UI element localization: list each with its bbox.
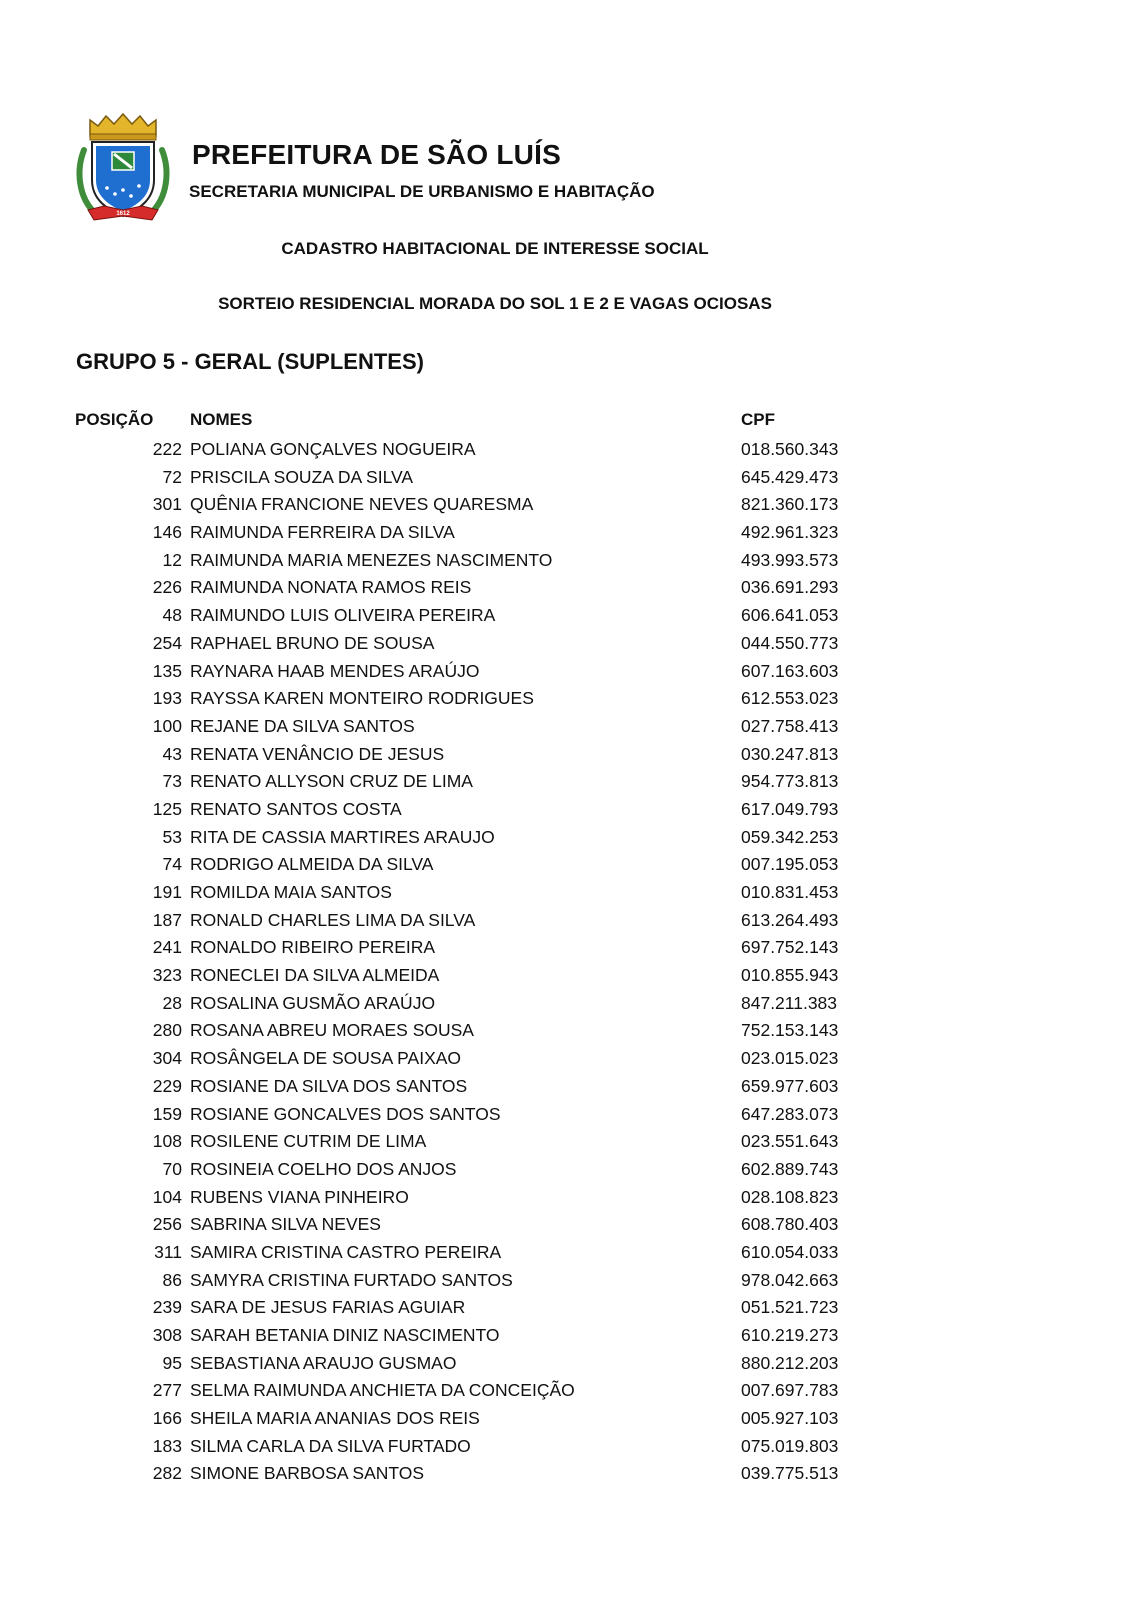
row-cpf: 005.927.103: [741, 1408, 839, 1429]
row-cpf: 036.691.293: [741, 577, 839, 598]
row-name: ROSIANE DA SILVA DOS SANTOS: [190, 1075, 468, 1096]
row-position: 166: [152, 1408, 182, 1429]
table-row: [0, 1101, 1131, 1129]
row-position: 146: [152, 522, 182, 543]
table-row: [0, 907, 1131, 935]
table-row: [0, 1405, 1131, 1433]
row-position: 86: [162, 1269, 182, 1290]
table-row: [0, 519, 1131, 547]
table-row: [0, 1433, 1131, 1461]
row-position: 95: [162, 1352, 182, 1373]
row-name: ROSILENE CUTRIM DE LIMA: [190, 1131, 427, 1152]
row-cpf: 954.773.813: [741, 771, 839, 792]
row-position: 12: [162, 549, 182, 570]
table-row: [0, 630, 1131, 658]
row-cpf: 645.429.473: [741, 466, 839, 487]
table-row: [0, 1211, 1131, 1239]
row-name: RAYSSA KAREN MONTEIRO RODRIGUES: [190, 688, 534, 709]
row-cpf: 039.775.513: [741, 1463, 839, 1484]
row-name: SEBASTIANA ARAUJO GUSMAO: [190, 1352, 457, 1373]
row-position: 241: [152, 937, 182, 958]
table-row: [0, 1156, 1131, 1184]
row-position: 229: [152, 1075, 182, 1096]
row-cpf: 023.551.643: [741, 1131, 839, 1152]
row-name: RAYNARA HAAB MENDES ARAÚJO: [190, 660, 480, 681]
row-name: SAMYRA CRISTINA FURTADO SANTOS: [190, 1269, 513, 1290]
row-position: 43: [162, 743, 182, 764]
row-name: SAMIRA CRISTINA CASTRO PEREIRA: [190, 1241, 502, 1262]
row-cpf: 059.342.253: [741, 826, 839, 847]
column-header-position: POSIÇÃO: [75, 410, 154, 429]
row-cpf: 010.831.453: [741, 882, 839, 902]
crown: [90, 114, 156, 136]
column-header-cpf: CPF: [741, 410, 775, 429]
row-name: SARAH BETANIA DINIZ NASCIMENTO: [190, 1325, 500, 1345]
row-cpf: 051.521.723: [741, 1297, 839, 1318]
row-cpf: 610.219.273: [741, 1325, 839, 1345]
table-row: [0, 1073, 1131, 1101]
table-row: [0, 436, 1131, 464]
table-row: [0, 1128, 1131, 1156]
row-name: SABRINA SILVA NEVES: [190, 1214, 381, 1235]
row-name: RAIMUNDA FERREIRA DA SILVA: [190, 522, 455, 543]
row-cpf: 044.550.773: [741, 632, 839, 653]
row-name: PRISCILA SOUZA DA SILVA: [190, 466, 414, 487]
row-cpf: 007.697.783: [741, 1380, 839, 1401]
row-cpf: 607.163.603: [741, 660, 839, 681]
heading-sorteio: SORTEIO RESIDENCIAL MORADA DO SOL 1 E 2 E VAGAS OCIOSAS: [218, 294, 772, 313]
row-position: 104: [152, 1186, 182, 1207]
row-name: SILMA CARLA DA SILVA FURTADO: [190, 1435, 471, 1456]
row-cpf: 613.264.493: [741, 909, 839, 930]
row-position: 135: [152, 660, 182, 681]
page-title: PREFEITURA DE SÃO LUÍS: [192, 139, 561, 170]
table-row: [0, 879, 1131, 907]
table-row: [0, 1294, 1131, 1322]
row-name: ROMILDA MAIA SANTOS: [190, 882, 392, 902]
row-cpf: 492.961.323: [741, 522, 839, 543]
row-position: 100: [152, 715, 182, 736]
table-row: [0, 1267, 1131, 1295]
table-row: [0, 851, 1131, 879]
row-name: RAPHAEL BRUNO DE SOUSA: [190, 632, 435, 653]
row-name: RENATA VENÂNCIO DE JESUS: [190, 743, 445, 764]
row-cpf: 880.212.203: [741, 1352, 839, 1373]
row-position: 226: [152, 577, 182, 598]
table-row: [0, 1017, 1131, 1045]
row-name: ROSIANE GONCALVES DOS SANTOS: [190, 1103, 501, 1124]
row-position: 193: [152, 688, 182, 709]
table-row: [0, 1322, 1131, 1350]
row-name: SELMA RAIMUNDA ANCHIETA DA CONCEIÇÃO: [190, 1380, 575, 1401]
row-cpf: 010.855.943: [741, 965, 839, 986]
row-name: RENATO SANTOS COSTA: [190, 798, 402, 819]
row-position: 53: [162, 826, 182, 847]
row-position: 72: [162, 466, 182, 487]
row-position: 183: [152, 1435, 182, 1456]
page-subtitle: SECRETARIA MUNICIPAL DE URBANISMO E HABITAÇÃO: [189, 182, 655, 201]
row-cpf: 697.752.143: [741, 937, 839, 958]
row-position: 323: [152, 965, 182, 986]
row-position: 304: [152, 1048, 182, 1069]
row-position: 239: [152, 1297, 182, 1318]
row-cpf: 612.553.023: [741, 688, 839, 709]
table-row: [0, 990, 1131, 1018]
group-title: GRUPO 5 - GERAL (SUPLENTES): [76, 349, 424, 374]
row-position: 301: [152, 494, 182, 515]
row-position: 187: [152, 909, 182, 930]
row-cpf: 007.195.053: [741, 854, 839, 875]
row-name: RAIMUNDA MARIA MENEZES NASCIMENTO: [190, 549, 553, 570]
table-row: [0, 1184, 1131, 1212]
row-cpf: 493.993.573: [741, 549, 839, 570]
row-cpf: 821.360.173: [741, 494, 839, 515]
heading-cadastro: CADASTRO HABITACIONAL DE INTERESSE SOCIAL: [281, 239, 709, 258]
row-name: ROSÂNGELA DE SOUSA PAIXAO: [190, 1048, 462, 1069]
crown-band: [90, 134, 156, 140]
table-row: [0, 574, 1131, 602]
table-row: [0, 547, 1131, 575]
row-cpf: 978.042.663: [741, 1269, 839, 1290]
row-cpf: 602.889.743: [741, 1158, 839, 1179]
coat-of-arms-logo: [74, 110, 172, 230]
row-position: 70: [162, 1158, 182, 1179]
row-position: 222: [152, 439, 182, 459]
row-position: 311: [154, 1241, 182, 1262]
row-name: SIMONE BARBOSA SANTOS: [190, 1463, 425, 1484]
table-row: [0, 658, 1131, 686]
row-position: 254: [152, 632, 182, 653]
row-position: 159: [152, 1103, 182, 1124]
row-cpf: 647.283.073: [741, 1103, 839, 1124]
table-row: [0, 1377, 1131, 1405]
row-position: 282: [152, 1463, 182, 1484]
table-header: [0, 410, 1131, 434]
row-name: RAIMUNDA NONATA RAMOS REIS: [190, 577, 472, 598]
table-row: [0, 934, 1131, 962]
table-row: [0, 796, 1131, 824]
row-name: RENATO ALLYSON CRUZ DE LIMA: [190, 771, 473, 792]
row-cpf: 030.247.813: [741, 743, 839, 764]
row-name: RITA DE CASSIA MARTIRES ARAUJO: [190, 826, 495, 847]
row-position: 280: [152, 1020, 182, 1041]
row-name: RAIMUNDO LUIS OLIVEIRA PEREIRA: [190, 605, 496, 626]
row-cpf: 075.019.803: [741, 1435, 839, 1456]
table-row: [0, 824, 1131, 852]
row-cpf: 752.153.143: [741, 1020, 839, 1041]
row-name: POLIANA GONÇALVES NOGUEIRA: [190, 439, 476, 459]
row-name: RONALDO RIBEIRO PEREIRA: [190, 937, 436, 958]
row-position: 308: [152, 1325, 182, 1345]
row-position: 125: [152, 798, 182, 819]
row-name: SHEILA MARIA ANANIAS DOS REIS: [190, 1408, 480, 1429]
row-cpf: 606.641.053: [741, 605, 839, 626]
row-cpf: 659.977.603: [741, 1075, 839, 1096]
row-position: 277: [152, 1380, 182, 1401]
table-row: [0, 1460, 1131, 1488]
row-position: 256: [152, 1214, 182, 1235]
column-header-name: NOMES: [190, 410, 253, 429]
row-cpf: 610.054.033: [741, 1241, 839, 1262]
row-name: RODRIGO ALMEIDA DA SILVA: [190, 854, 434, 875]
table-body: [0, 436, 1131, 1488]
row-position: 48: [162, 605, 182, 626]
table-row: [0, 713, 1131, 741]
row-name: RONECLEI DA SILVA ALMEIDA: [190, 965, 440, 986]
table-row: [0, 768, 1131, 796]
row-cpf: 617.049.793: [741, 798, 839, 819]
row-name: SARA DE JESUS FARIAS AGUIAR: [190, 1297, 466, 1318]
row-cpf: 028.108.823: [741, 1186, 839, 1207]
row-name: ROSINEIA COELHO DOS ANJOS: [190, 1158, 457, 1179]
row-position: 74: [162, 854, 182, 875]
row-cpf: 847.211.383: [741, 992, 838, 1013]
row-name: ROSANA ABREU MORAES SOUSA: [190, 1020, 474, 1041]
table-row: [0, 1350, 1131, 1378]
table-row: [0, 962, 1131, 990]
table-row: [0, 1239, 1131, 1267]
row-position: 108: [152, 1131, 182, 1152]
table-row: [0, 685, 1131, 713]
row-name: ROSALINA GUSMÃO ARAÚJO: [190, 992, 436, 1013]
table-row: [0, 464, 1131, 492]
row-cpf: 027.758.413: [741, 715, 839, 736]
row-name: RUBENS VIANA PINHEIRO: [190, 1186, 409, 1207]
row-cpf: 018.560.343: [741, 439, 839, 459]
row-position: 191: [152, 882, 182, 902]
ribbon-year: 1612: [116, 211, 130, 217]
row-name: REJANE DA SILVA SANTOS: [190, 715, 415, 736]
row-cpf: 023.015.023: [741, 1048, 839, 1069]
row-position: 73: [162, 771, 182, 792]
table-row: [0, 741, 1131, 769]
table-row: [0, 1045, 1131, 1073]
row-position: 28: [162, 992, 182, 1013]
table-row: [0, 602, 1131, 630]
row-name: RONALD CHARLES LIMA DA SILVA: [190, 909, 476, 930]
table-row: [0, 491, 1131, 519]
row-cpf: 608.780.403: [741, 1214, 839, 1235]
row-name: QUÊNIA FRANCIONE NEVES QUARESMA: [190, 494, 534, 515]
